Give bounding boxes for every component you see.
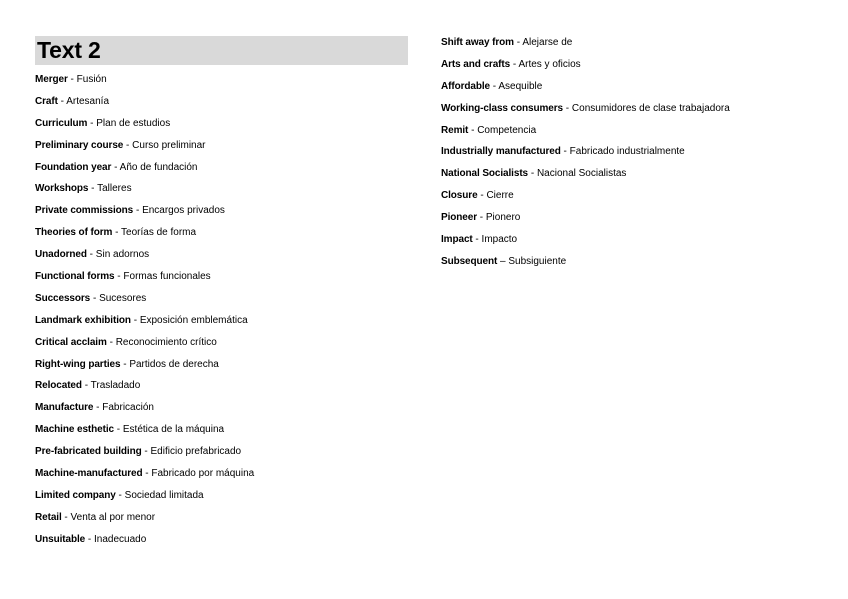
term-english: Machine-manufactured (35, 468, 143, 480)
term-separator: - (114, 161, 118, 173)
glossary-entry (35, 72, 254, 94)
glossary-entry (441, 144, 730, 166)
term-english: Functional forms (35, 271, 115, 283)
term-translation: Asequible (498, 80, 543, 92)
glossary-entry (441, 254, 730, 276)
glossary-entry (35, 313, 254, 335)
glossary-entry (441, 188, 730, 210)
term-translation: Trasladado (90, 380, 141, 392)
term-separator: - (96, 402, 100, 414)
glossary-entry (35, 94, 254, 116)
term-separator: - (565, 102, 570, 114)
glossary-entry (35, 400, 254, 422)
term-english: Closure (441, 190, 478, 202)
term-separator: - (145, 468, 149, 480)
term-english: Unsuitable (35, 533, 86, 545)
term-separator: - (90, 117, 94, 129)
term-translation: Impacto (481, 234, 518, 246)
term-english: Private commissions (35, 205, 134, 217)
term-translation: Exposición emblemática (139, 314, 248, 326)
term-translation: Inadecuado (94, 533, 147, 545)
term-english: Right-wing parties (35, 358, 121, 370)
term-separator: - (516, 37, 521, 48)
term-separator: - (133, 314, 138, 326)
term-translation: Alejarse de (522, 37, 573, 48)
term-separator: - (563, 146, 567, 158)
glossary-entry (35, 269, 254, 291)
glossary-entry (35, 116, 254, 138)
term-separator: - (118, 489, 122, 501)
term-translation: Fabricación (102, 402, 154, 414)
term-english: Foundation year (35, 161, 112, 173)
term-english: Subsequent (441, 255, 498, 267)
term-english: Industrially manufactured (441, 146, 561, 158)
term-translation: Consumidores de clase trabajadora (571, 102, 730, 114)
term-english: Arts and crafts (441, 58, 511, 70)
term-english: Affordable (441, 80, 491, 92)
term-translation: Partidos de derecha (129, 358, 219, 370)
term-separator: - (116, 424, 121, 436)
term-separator: - (135, 205, 140, 217)
term-english: Merger (35, 74, 68, 85)
term-separator: - (115, 227, 119, 239)
term-english: Manufacture (35, 402, 94, 414)
glossary-entry (35, 247, 254, 269)
glossary-entry (35, 378, 254, 400)
glossary-entry (441, 79, 730, 101)
term-separator: - (479, 212, 484, 224)
term-separator: - (126, 139, 130, 151)
term-english: Limited company (35, 489, 116, 501)
term-translation: Pionero (485, 212, 521, 224)
glossary-entry (35, 203, 254, 225)
term-english: Workshops (35, 183, 89, 195)
term-translation: Reconocimiento crítico (115, 336, 217, 348)
term-translation: Sociedad limitada (124, 489, 204, 501)
glossary-entry (35, 357, 254, 379)
term-translation: Año de fundación (119, 161, 198, 173)
term-translation: Teorías de forma (121, 227, 197, 239)
glossary-entry (441, 35, 730, 57)
glossary-entry (35, 422, 254, 444)
term-translation: Fabricado industrialmente (569, 146, 685, 158)
glossary-entry (35, 138, 254, 160)
term-english: Machine esthetic (35, 424, 114, 436)
glossary-entry (441, 123, 730, 145)
term-separator: - (492, 80, 497, 92)
term-translation: Encargos privados (142, 205, 225, 217)
glossary-entry (35, 532, 254, 554)
term-translation: Cierre (486, 190, 514, 202)
glossary-entry (35, 510, 254, 532)
glossary-list-right (441, 35, 730, 276)
term-english: Retail (35, 511, 62, 523)
glossary-entry (441, 232, 730, 254)
glossary-entry (35, 225, 254, 247)
glossary-entry (35, 181, 254, 203)
term-separator: - (70, 74, 74, 85)
term-translation: Nacional Socialistas (536, 168, 627, 180)
term-separator: - (64, 511, 68, 523)
term-english: Preliminary course (35, 139, 124, 151)
term-english: Theories of form (35, 227, 113, 239)
term-translation: Plan de estudios (96, 117, 171, 129)
glossary-entry (35, 160, 254, 182)
glossary-entry (35, 291, 254, 313)
term-separator: - (91, 183, 95, 195)
term-translation: Subsiguiente (508, 255, 567, 267)
term-translation: Estética de la máquina (122, 424, 225, 436)
term-translation: Sucesores (99, 292, 147, 304)
term-separator: - (117, 271, 121, 283)
term-english: Shift away from (441, 37, 514, 48)
term-separator: - (480, 190, 484, 202)
term-translation: Formas funcionales (123, 271, 211, 283)
term-english: Craft (35, 95, 58, 107)
term-translation: Sin adornos (95, 249, 150, 261)
term-english: Working-class consumers (441, 102, 564, 114)
term-english: Remit (441, 124, 469, 136)
glossary-entry (441, 57, 730, 79)
term-translation: Talleres (97, 183, 132, 195)
term-english: Landmark exhibition (35, 314, 131, 326)
term-english: Unadorned (35, 249, 87, 261)
glossary-entry (35, 466, 254, 488)
term-separator: - (471, 124, 475, 136)
glossary-entry (35, 488, 254, 510)
term-translation: Fusión (76, 74, 107, 85)
term-separator: – (500, 255, 506, 267)
term-translation: Fabricado por máquina (151, 468, 255, 480)
term-separator: - (84, 380, 89, 392)
term-separator: - (512, 58, 517, 70)
glossary-entry (35, 444, 254, 466)
term-english: Pioneer (441, 212, 477, 224)
glossary-entry (35, 335, 254, 357)
term-translation: Competencia (477, 124, 537, 136)
term-separator: - (87, 533, 92, 545)
term-english: Impact (441, 234, 473, 246)
term-separator: - (92, 292, 97, 304)
term-english: Critical acclaim (35, 336, 107, 348)
glossary-entry (441, 210, 730, 232)
term-separator: - (123, 358, 127, 370)
document-title: Text 2 (37, 37, 101, 63)
term-separator: - (530, 168, 535, 180)
term-separator: - (144, 446, 148, 458)
term-english: National Socialists (441, 168, 529, 180)
term-translation: Artes y oficios (518, 58, 581, 70)
term-separator: - (60, 95, 64, 107)
term-english: Pre-fabricated building (35, 446, 142, 458)
term-separator: - (475, 234, 479, 246)
glossary-list-left (35, 72, 254, 554)
glossary-entry (441, 166, 730, 188)
term-translation: Artesanía (66, 95, 110, 107)
term-translation: Venta al por menor (70, 511, 156, 523)
term-separator: - (109, 336, 113, 348)
term-translation: Edificio prefabricado (150, 446, 242, 458)
term-english: Curriculum (35, 117, 88, 129)
term-english: Relocated (35, 380, 82, 392)
term-english: Successors (35, 292, 91, 304)
term-translation: Curso preliminar (132, 139, 206, 151)
glossary-entry (441, 101, 730, 123)
term-separator: - (89, 249, 94, 261)
